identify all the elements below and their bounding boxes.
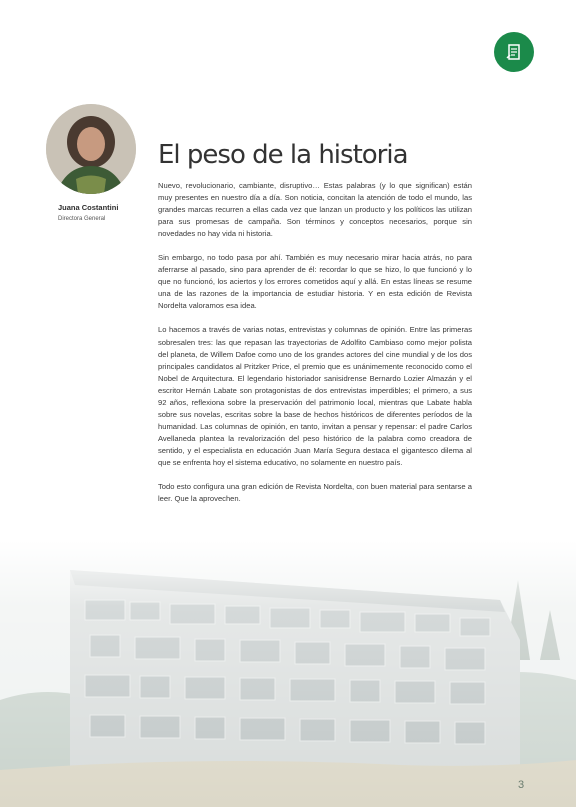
author-role: Directora General xyxy=(58,216,106,222)
article-paragraph: Sin embargo, no todo pasa por ahí. También es muy necesario mirar hacia atrás, no para aferrarse al pasado, sino para aprender de él: recordar lo que se hizo, lo que funcionó y lo que no funcionó, los aciertos y los errores cometidos aquí y allá. En estas líneas se resume una de las razones de la importancia de estudiar historia. Y en esta edición de Revista Nordelta valoramos esa idea. xyxy=(158,253,472,311)
article-body xyxy=(158,180,472,517)
article-paragraph: Nuevo, revolucionario, cambiante, disruptivo… Estas palabras (y lo que significan) están muy presentes en nuestro día a día. Son noticia, concitan la atención de todo el mundo, las grandes marcas recurren a ellas cada vez que lanzan un producto y los políticos las utilizan para sus promesas de campaña. Son términos y conceptos necesarios, porque sin novedades no hay vida ni historia. xyxy=(158,181,472,239)
author-name: Juana Costantini xyxy=(58,203,119,212)
article-paragraph: Todo esto configura una gran edición de Revista Nordelta, con buen material para sentarse a leer. Que la aprovechen. xyxy=(158,482,472,504)
article-title: El peso de la historia xyxy=(158,140,408,170)
article-paragraph: Lo hacemos a través de varias notas, entrevistas y columnas de opinión. Entre las primeras sobresalen tres: las que repasan las trayectorias de Adolfito Cambiaso como mejor polista del planeta, de Willem Dafoe como uno de los grandes actores del cine mundial y de los dos principales candidatos al Pritzker Price, el premio que es unánimemente reconocido como el Nobel de Arquitectura. El legendario historiador sanisidrense Bernardo Lozier Almazán y el escritor Hernán Labate son protagonistas de dos entrevistas imperdibles; el primero, a sus 92 años, reflexiona sobre la preservación del patrimonio local, mientras que Labate habla sobre sus novelas, escritas sobre la base de hechos históricos de diferentes períodos de la humanidad. Las columnas de opinión, en tanto, invitan a pensar y repensar: el padre Carlos Avellaneda plantea la revalorización del peso histórico de la palabra como creadora de sentido, y el especialista en educación Juan María Segura destaca el gigantesco dilema al que se enfrenta hoy el sistema educativo, no solamente en nuestro país. xyxy=(158,325,472,467)
page-number: 3 xyxy=(518,779,525,791)
editorial-document-icon xyxy=(504,42,524,62)
section-badge xyxy=(494,32,534,72)
building-background-photo xyxy=(0,540,576,807)
author-avatar xyxy=(46,104,136,194)
